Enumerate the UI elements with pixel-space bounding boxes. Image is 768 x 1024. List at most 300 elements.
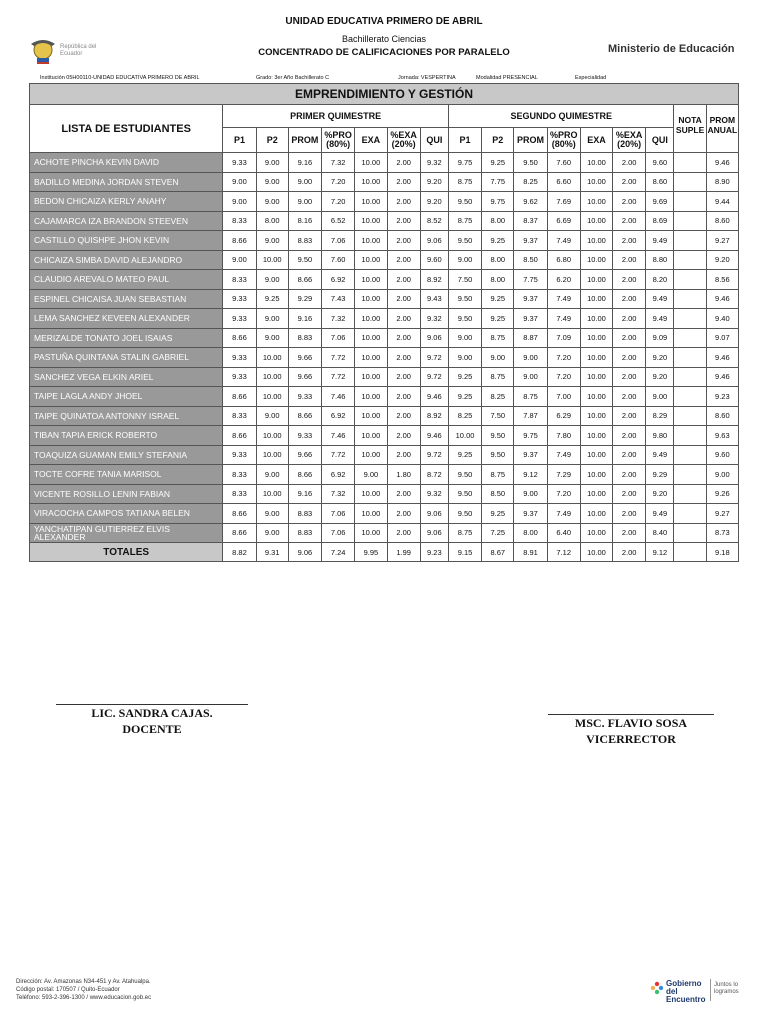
grade-cell: 7.72 <box>322 367 355 387</box>
grade-cell: 10.00 <box>355 211 387 231</box>
prom-anual-cell: 9.60 <box>706 445 738 465</box>
grade-cell: 10.00 <box>355 270 387 290</box>
col-header: %EXA (20%) <box>387 128 420 153</box>
grade-cell: 10.00 <box>355 289 387 309</box>
grade-cell: 8.33 <box>223 211 256 231</box>
grade-cell: 7.49 <box>547 445 580 465</box>
grade-cell: 10.00 <box>355 367 387 387</box>
grade-cell: 9.32 <box>420 153 448 173</box>
gobierno-flower-icon <box>650 980 664 998</box>
student-name: TAIPE QUINATOA ANTONNY ISRAEL <box>30 406 223 426</box>
grade-cell: 9.16 <box>288 484 321 504</box>
student-name: CLAUDIO AREVALO MATEO PAUL <box>30 270 223 290</box>
grade-cell: 2.00 <box>613 348 646 368</box>
student-name: SANCHEZ VEGA ELKIN ARIEL <box>30 367 223 387</box>
grade-cell: 9.00 <box>514 484 547 504</box>
footer-line: Teléfono: 593-2-396-1300 / www.educacion.gob.ec <box>16 995 152 1001</box>
grade-cell: 9.72 <box>420 367 448 387</box>
grade-cell: 9.06 <box>420 328 448 348</box>
grade-cell: 2.00 <box>613 445 646 465</box>
grade-cell: 8.25 <box>482 387 514 407</box>
grade-cell: 7.32 <box>322 484 355 504</box>
document-title: CONCENTRADO DE CALIFICACIONES POR PARALELO <box>258 47 510 58</box>
grade-cell: 9.06 <box>420 231 448 251</box>
grade-cell: 7.06 <box>322 231 355 251</box>
grade-cell: 8.66 <box>223 328 256 348</box>
grade-cell: 8.66 <box>288 406 321 426</box>
grade-cell: 9.33 <box>288 387 321 407</box>
grade-cell: 10.00 <box>580 309 612 329</box>
grade-cell: 8.33 <box>223 465 256 485</box>
col-header: EXA <box>355 128 387 153</box>
grade-cell: 9.37 <box>514 231 547 251</box>
grade-cell: 10.00 <box>355 250 387 270</box>
grade-cell: 7.75 <box>482 172 514 192</box>
grade-cell: 8.66 <box>223 231 256 251</box>
grade-cell: 9.50 <box>448 231 481 251</box>
student-row <box>30 192 739 212</box>
grade-cell: 9.37 <box>514 504 547 524</box>
prom-anual-cell: 9.46 <box>706 289 738 309</box>
student-name: YANCHATIPAN GUTIERREZ ELVIS ALEXANDER <box>30 523 223 543</box>
grade-cell: 2.00 <box>613 484 646 504</box>
grade-cell: 6.52 <box>322 211 355 231</box>
student-row <box>30 289 739 309</box>
grade-cell: 2.00 <box>613 231 646 251</box>
grade-cell: 8.75 <box>482 367 514 387</box>
prom-anual-cell: 9.46 <box>706 367 738 387</box>
grade-cell: 9.33 <box>223 309 256 329</box>
grade-cell: 9.00 <box>256 406 288 426</box>
nota-suple-cell <box>674 484 706 504</box>
prom-anual-cell: 9.44 <box>706 192 738 212</box>
students-header: LISTA DE ESTUDIANTES <box>30 105 223 153</box>
subject-title: EMPRENDIMIENTO Y GESTIÓN <box>30 84 739 105</box>
col-header: QUI <box>646 128 674 153</box>
grade-cell: 9.20 <box>646 484 674 504</box>
grade-cell: 9.25 <box>448 367 481 387</box>
grade-cell: 9.20 <box>646 348 674 368</box>
q2-header: SEGUNDO QUIMESTRE <box>448 105 674 128</box>
grade-cell: 9.50 <box>448 192 481 212</box>
grade-cell: 9.25 <box>448 445 481 465</box>
grade-cell: 8.00 <box>482 211 514 231</box>
grade-cell: 9.25 <box>482 289 514 309</box>
grade-cell: 9.00 <box>256 231 288 251</box>
grade-cell: 10.00 <box>355 504 387 524</box>
grade-cell: 7.24 <box>322 543 355 562</box>
grade-cell: 9.46 <box>420 426 448 446</box>
grade-cell: 10.00 <box>355 445 387 465</box>
student-row <box>30 523 739 543</box>
student-name: VIRACOCHA CAMPOS TATIANA BELEN <box>30 504 223 524</box>
grade-cell: 8.50 <box>514 250 547 270</box>
grade-cell: 7.12 <box>547 543 580 562</box>
grade-cell: 2.00 <box>387 328 420 348</box>
nota-suple-cell <box>674 211 706 231</box>
grade-cell: 6.60 <box>547 172 580 192</box>
grade-cell: 10.00 <box>256 484 288 504</box>
grade-cell: 9.33 <box>223 153 256 173</box>
nota-suple-cell <box>674 250 706 270</box>
footer-line: Código postal: 170507 / Quito-Ecuador <box>16 987 120 993</box>
grade-cell: 10.00 <box>580 250 612 270</box>
grade-cell: 9.66 <box>288 348 321 368</box>
grade-cell: 7.20 <box>547 348 580 368</box>
teacher-role: DOCENTE <box>122 722 182 736</box>
vicerrector-signature <box>548 714 714 747</box>
grade-cell: 7.00 <box>547 387 580 407</box>
ecuador-seal-icon <box>28 36 58 66</box>
grade-cell: 8.60 <box>646 172 674 192</box>
grade-cell: 7.20 <box>547 367 580 387</box>
student-name: VICENTE ROSILLO LENIN FABIAN <box>30 484 223 504</box>
grade-cell: 2.00 <box>613 504 646 524</box>
grade-cell: 2.00 <box>387 192 420 212</box>
grade-cell: 2.00 <box>387 504 420 524</box>
grade-cell: 2.00 <box>387 484 420 504</box>
student-name: BADILLO MEDINA JORDAN STEVEN <box>30 172 223 192</box>
grade-cell: 9.20 <box>646 367 674 387</box>
grade-cell: 2.00 <box>613 387 646 407</box>
col-header: %PRO (80%) <box>547 128 580 153</box>
grade-cell: 7.06 <box>322 523 355 543</box>
grade-cell: 9.62 <box>514 192 547 212</box>
grade-cell: 10.00 <box>355 406 387 426</box>
grade-cell: 8.29 <box>646 406 674 426</box>
grade-cell: 6.80 <box>547 250 580 270</box>
grade-cell: 6.92 <box>322 270 355 290</box>
nota-suple-cell <box>674 328 706 348</box>
grade-cell: 8.75 <box>482 465 514 485</box>
grade-cell: 8.33 <box>223 484 256 504</box>
grade-cell: 9.12 <box>514 465 547 485</box>
grade-cell: 9.25 <box>482 153 514 173</box>
grade-cell: 7.80 <box>547 426 580 446</box>
student-name: TIBAN TAPIA ERICK ROBERTO <box>30 426 223 446</box>
grade-cell: 7.09 <box>547 328 580 348</box>
grade-cell: 9.60 <box>420 250 448 270</box>
grade-cell: 2.00 <box>613 270 646 290</box>
grade-cell: 9.20 <box>420 192 448 212</box>
grade-cell: 9.50 <box>448 309 481 329</box>
grade-cell: 9.31 <box>256 543 288 562</box>
student-name: CHICAIZA SIMBA DAVID ALEJANDRO <box>30 250 223 270</box>
totals-row <box>30 543 739 562</box>
student-row <box>30 172 739 192</box>
student-row <box>30 406 739 426</box>
grade-cell: 2.00 <box>387 309 420 329</box>
nota-suple-cell <box>674 406 706 426</box>
student-row <box>30 387 739 407</box>
grade-cell: 9.25 <box>256 289 288 309</box>
grade-cell: 7.50 <box>448 270 481 290</box>
q1-header: PRIMER QUIMESTRE <box>223 105 449 128</box>
ministry-logo-text: Ministerio de Educación <box>608 43 735 55</box>
grade-cell: 8.16 <box>288 211 321 231</box>
grade-cell: 9.25 <box>482 231 514 251</box>
prom-anual-cell: 9.20 <box>706 250 738 270</box>
prom-anual-cell: 9.00 <box>706 465 738 485</box>
grade-cell: 9.09 <box>646 328 674 348</box>
grade-cell: 7.43 <box>322 289 355 309</box>
grade-cell: 9.80 <box>646 426 674 446</box>
grade-cell: 2.00 <box>387 211 420 231</box>
grade-cell: 10.00 <box>355 523 387 543</box>
grade-cell: 9.75 <box>514 426 547 446</box>
grade-cell: 8.91 <box>514 543 547 562</box>
grade-cell: 9.00 <box>256 523 288 543</box>
grade-cell: 9.37 <box>514 289 547 309</box>
grade-cell: 8.50 <box>482 484 514 504</box>
student-row <box>30 211 739 231</box>
nota-suple-cell <box>674 504 706 524</box>
prom-anual-cell: 9.23 <box>706 387 738 407</box>
grade-cell: 10.00 <box>355 426 387 446</box>
grade-cell: 9.69 <box>646 192 674 212</box>
col-header: P1 <box>223 128 256 153</box>
student-row <box>30 328 739 348</box>
grade-cell: 10.00 <box>580 426 612 446</box>
grade-cell: 8.75 <box>448 211 481 231</box>
grade-cell: 9.95 <box>355 543 387 562</box>
grade-cell: 10.00 <box>580 387 612 407</box>
grade-cell: 9.50 <box>288 250 321 270</box>
grade-cell: 8.72 <box>420 465 448 485</box>
grade-cell: 2.00 <box>387 387 420 407</box>
grade-cell: 9.49 <box>646 289 674 309</box>
nota-suple-cell <box>674 523 706 543</box>
grade-cell: 9.00 <box>256 465 288 485</box>
nota-suple-cell <box>674 543 706 562</box>
grade-cell: 2.00 <box>387 231 420 251</box>
grades-body <box>30 153 739 562</box>
prom-anual-cell: 9.27 <box>706 231 738 251</box>
prom-anual-cell: 8.60 <box>706 211 738 231</box>
grade-cell: 9.37 <box>514 445 547 465</box>
grade-cell: 9.25 <box>448 387 481 407</box>
grade-cell: 9.50 <box>448 465 481 485</box>
nota-suple-header: NOTA SUPLE <box>674 105 706 153</box>
grade-cell: 9.06 <box>420 504 448 524</box>
grade-cell: 7.75 <box>514 270 547 290</box>
grade-cell: 9.16 <box>288 309 321 329</box>
prom-anual-cell: 9.07 <box>706 328 738 348</box>
grade-cell: 2.00 <box>613 289 646 309</box>
grade-cell: 9.33 <box>223 348 256 368</box>
grade-cell: 8.75 <box>514 387 547 407</box>
student-name: TOAQUIZA GUAMAN EMILY STEFANIA <box>30 445 223 465</box>
student-row <box>30 309 739 329</box>
grade-cell: 9.00 <box>256 309 288 329</box>
grade-cell: 9.00 <box>448 250 481 270</box>
student-name: CAJAMARCA IZA BRANDON STEEVEN <box>30 211 223 231</box>
nota-suple-cell <box>674 172 706 192</box>
grade-cell: 9.75 <box>482 192 514 212</box>
grade-cell: 10.00 <box>355 348 387 368</box>
gobierno-logo <box>650 976 760 1004</box>
prom-anual-cell: 9.40 <box>706 309 738 329</box>
grade-cell: 9.00 <box>288 192 321 212</box>
grade-cell: 10.00 <box>256 367 288 387</box>
grade-cell: 9.00 <box>448 328 481 348</box>
nota-suple-cell <box>674 231 706 251</box>
nota-suple-cell <box>674 465 706 485</box>
prom-anual-cell: 8.73 <box>706 523 738 543</box>
grade-cell: 2.00 <box>613 406 646 426</box>
col-header: PROM <box>514 128 547 153</box>
grade-cell: 9.00 <box>514 367 547 387</box>
grade-cell: 10.00 <box>355 328 387 348</box>
grade-cell: 7.72 <box>322 348 355 368</box>
nota-suple-cell <box>674 192 706 212</box>
prom-anual-cell: 9.18 <box>706 543 738 562</box>
grade-cell: 8.00 <box>256 211 288 231</box>
prom-anual-header: PROM ANUAL <box>706 105 738 153</box>
grade-cell: 9.50 <box>482 445 514 465</box>
student-row <box>30 465 739 485</box>
nota-suple-cell <box>674 426 706 446</box>
grade-cell: 10.00 <box>580 445 612 465</box>
grade-cell: 9.29 <box>288 289 321 309</box>
footer-line: Dirección: Av. Amazonas N34-451 y Av. Atahualpa. <box>16 979 151 985</box>
grade-cell: 7.06 <box>322 504 355 524</box>
school-name: UNIDAD EDUCATIVA PRIMERO DE ABRIL <box>285 16 483 27</box>
vicerrector-name: MSC. FLAVIO SOSA <box>574 716 688 730</box>
grade-cell: 8.66 <box>288 270 321 290</box>
grade-cell: 10.00 <box>580 328 612 348</box>
grade-cell: 7.32 <box>322 309 355 329</box>
grade-cell: 10.00 <box>580 289 612 309</box>
grade-cell: 9.49 <box>646 309 674 329</box>
grade-cell: 8.87 <box>514 328 547 348</box>
grade-cell: 10.00 <box>355 387 387 407</box>
grade-cell: 2.00 <box>613 211 646 231</box>
grade-cell: 8.75 <box>448 523 481 543</box>
grade-cell: 10.00 <box>580 504 612 524</box>
grade-cell: 9.60 <box>646 153 674 173</box>
grade-cell: 7.49 <box>547 309 580 329</box>
grade-cell: 9.50 <box>448 484 481 504</box>
grade-cell: 9.32 <box>420 309 448 329</box>
student-row <box>30 348 739 368</box>
grade-cell: 9.23 <box>420 543 448 562</box>
grade-cell: 8.00 <box>514 523 547 543</box>
student-row <box>30 426 739 446</box>
teacher-name: LIC. SANDRA CAJAS. <box>91 706 213 720</box>
grade-cell: 2.00 <box>613 250 646 270</box>
grade-cell: 7.32 <box>322 153 355 173</box>
grade-cell: 2.00 <box>613 367 646 387</box>
prom-anual-cell: 8.90 <box>706 172 738 192</box>
grade-cell: 10.00 <box>355 153 387 173</box>
col-header: P1 <box>448 128 481 153</box>
col-header: %PRO (80%) <box>322 128 355 153</box>
grade-cell: 8.83 <box>288 504 321 524</box>
grade-cell: 7.46 <box>322 387 355 407</box>
grade-cell: 8.66 <box>223 426 256 446</box>
modalidad-label: Modalidad PRESENCIAL <box>476 75 538 81</box>
grade-cell: 7.49 <box>547 504 580 524</box>
grade-cell: 9.00 <box>256 270 288 290</box>
grade-cell: 7.60 <box>547 153 580 173</box>
grado-label: Grado: 3er Año Bachillerato C <box>256 75 330 81</box>
grade-cell: 8.69 <box>646 211 674 231</box>
student-name: TOCTE COFRE TANIA MARISOL <box>30 465 223 485</box>
student-row <box>30 153 739 173</box>
footer-address <box>16 978 151 1002</box>
grade-cell: 2.00 <box>387 250 420 270</box>
grade-cell: 10.00 <box>580 348 612 368</box>
student-row <box>30 250 739 270</box>
grade-cell: 7.87 <box>514 406 547 426</box>
grade-cell: 9.49 <box>646 231 674 251</box>
grade-cell: 7.06 <box>322 328 355 348</box>
grade-cell: 9.50 <box>448 504 481 524</box>
grade-cell: 2.00 <box>613 426 646 446</box>
grade-cell: 9.06 <box>420 523 448 543</box>
nota-suple-cell <box>674 445 706 465</box>
col-header: P2 <box>482 128 514 153</box>
grade-cell: 6.92 <box>322 406 355 426</box>
col-header: QUI <box>420 128 448 153</box>
grade-cell: 9.00 <box>355 465 387 485</box>
grade-cell: 9.37 <box>514 309 547 329</box>
grade-cell: 10.00 <box>580 172 612 192</box>
grade-cell: 9.00 <box>514 348 547 368</box>
grade-cell: 8.20 <box>646 270 674 290</box>
prom-anual-cell: 9.26 <box>706 484 738 504</box>
grade-cell: 9.33 <box>223 367 256 387</box>
grade-cell: 2.00 <box>387 289 420 309</box>
gobierno-slogan: Juntos lo logramos <box>714 982 739 995</box>
grade-cell: 8.40 <box>646 523 674 543</box>
logo-divider <box>710 979 711 1001</box>
student-name: CASTILLO QUISHPE JHON KEVIN <box>30 231 223 251</box>
grade-cell: 8.00 <box>482 250 514 270</box>
grade-cell: 10.00 <box>256 387 288 407</box>
grade-cell: 10.00 <box>355 172 387 192</box>
grade-cell: 1.99 <box>387 543 420 562</box>
grade-cell: 7.60 <box>322 250 355 270</box>
grade-cell: 6.20 <box>547 270 580 290</box>
student-row <box>30 231 739 251</box>
grade-cell: 9.00 <box>256 328 288 348</box>
grade-cell: 2.00 <box>387 523 420 543</box>
grade-cell: 2.00 <box>387 406 420 426</box>
grade-cell: 8.80 <box>646 250 674 270</box>
grade-cell: 9.15 <box>448 543 481 562</box>
nota-suple-cell <box>674 153 706 173</box>
seal-caption: República del Ecuador <box>60 44 97 57</box>
grade-cell: 10.00 <box>580 192 612 212</box>
grade-cell: 9.00 <box>288 172 321 192</box>
grade-cell: 7.72 <box>322 445 355 465</box>
student-name: MERIZALDE TONATO JOEL ISAIAS <box>30 328 223 348</box>
grade-cell: 7.46 <box>322 426 355 446</box>
prom-anual-cell: 9.27 <box>706 504 738 524</box>
grade-cell: 2.00 <box>613 328 646 348</box>
especialidad-label: Especialidad <box>575 75 607 81</box>
col-header: PROM <box>288 128 321 153</box>
grade-cell: 9.49 <box>646 445 674 465</box>
grade-cell: 2.00 <box>613 192 646 212</box>
grade-cell: 9.00 <box>223 250 256 270</box>
grade-cell: 6.69 <box>547 211 580 231</box>
grade-cell: 10.00 <box>256 445 288 465</box>
student-row <box>30 504 739 524</box>
student-row <box>30 367 739 387</box>
